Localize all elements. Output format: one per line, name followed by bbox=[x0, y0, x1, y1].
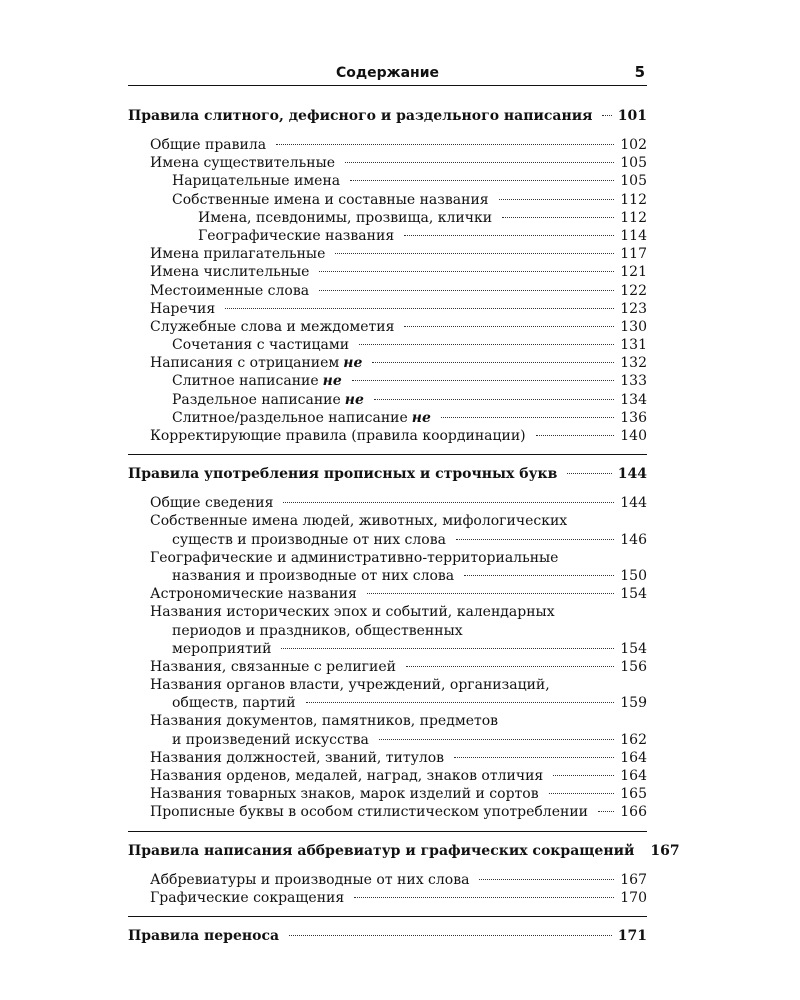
dot-leader bbox=[276, 144, 614, 145]
dot-leader bbox=[289, 935, 612, 936]
entry-title-line: существ и производные от них слова bbox=[172, 531, 446, 548]
entry-title: Слитное/раздельное написание bbox=[172, 409, 408, 426]
entry-title: Местоименные слова bbox=[150, 282, 310, 299]
entry-page: 167 bbox=[620, 871, 647, 888]
dot-leader bbox=[456, 539, 614, 540]
dot-leader bbox=[345, 162, 614, 163]
toc-section bbox=[128, 454, 647, 821]
toc-entry[interactable] bbox=[128, 749, 647, 767]
entry-page: 150 bbox=[620, 567, 647, 584]
entry-title-line: Собственные имена людей, животных, мифологических bbox=[150, 513, 568, 530]
entry-title-line: мероприятий bbox=[172, 640, 272, 657]
entry-page: 134 bbox=[620, 391, 647, 408]
toc-entry[interactable] bbox=[128, 263, 647, 281]
dot-leader bbox=[281, 648, 614, 649]
entry-title: Имена, псевдонимы, прозвища, клички bbox=[198, 209, 493, 226]
entry-page: 159 bbox=[620, 695, 647, 712]
toc-entry[interactable] bbox=[128, 154, 647, 172]
dot-leader bbox=[479, 879, 614, 880]
entry-page: 123 bbox=[620, 300, 647, 317]
dot-leader bbox=[441, 417, 614, 418]
entry-title: Написания с отрицанием bbox=[150, 355, 340, 372]
dot-leader bbox=[602, 115, 611, 116]
section-title: Правила переноса bbox=[128, 927, 280, 944]
dot-leader bbox=[549, 793, 615, 794]
dot-leader bbox=[553, 775, 614, 776]
entry-page: 170 bbox=[620, 889, 647, 906]
toc-entry[interactable] bbox=[128, 245, 647, 263]
section-heading[interactable] bbox=[128, 926, 647, 946]
entry-page: 117 bbox=[620, 246, 647, 263]
entry-title: Названия товарных знаков, марок изделий и сортов bbox=[150, 786, 539, 803]
section-page: 144 bbox=[617, 466, 647, 483]
particle-ne: не bbox=[322, 373, 342, 390]
dot-leader bbox=[502, 217, 614, 218]
toc-entry[interactable] bbox=[128, 136, 647, 154]
section-heading[interactable] bbox=[128, 106, 647, 126]
entry-title: Астрономические названия bbox=[150, 586, 357, 603]
entry-page: 112 bbox=[620, 209, 647, 226]
running-header bbox=[128, 63, 647, 86]
entry-page: 166 bbox=[620, 804, 647, 821]
entry-page: 102 bbox=[620, 137, 647, 153]
entry-title-line: Названия исторических эпох и событий, календарных bbox=[150, 604, 555, 621]
toc-entry[interactable] bbox=[128, 767, 647, 785]
dot-leader bbox=[319, 290, 614, 291]
entry-title: Общие сведения bbox=[150, 495, 274, 512]
particle-ne: не bbox=[411, 409, 431, 426]
dot-leader bbox=[598, 811, 614, 812]
entry-page: 112 bbox=[620, 191, 647, 208]
entry-title: Нарицательные имена bbox=[172, 173, 341, 190]
toc-entry[interactable] bbox=[128, 354, 647, 372]
dot-leader bbox=[404, 326, 614, 327]
dot-leader bbox=[536, 435, 615, 436]
entry-page: 144 bbox=[620, 495, 647, 512]
dot-leader bbox=[335, 253, 614, 254]
entry-page: 146 bbox=[620, 531, 647, 548]
entry-page: 131 bbox=[620, 337, 647, 354]
entry-title-line: и произведений искусства bbox=[172, 731, 369, 748]
entry-title: Раздельное написание bbox=[172, 391, 341, 408]
dot-leader bbox=[454, 757, 614, 758]
entry-title-line: обществ, партий bbox=[172, 695, 296, 712]
entry-page: 154 bbox=[620, 586, 647, 603]
entry-title: Графические сокращения bbox=[150, 889, 345, 906]
toc-entry[interactable] bbox=[128, 191, 647, 209]
section-page: 167 bbox=[650, 842, 680, 859]
entry-title: Слитное написание bbox=[172, 373, 319, 390]
entry-page: 164 bbox=[620, 749, 647, 766]
entry-title: Собственные имена и составные названия bbox=[172, 191, 489, 208]
toc-entry[interactable] bbox=[128, 658, 647, 676]
toc-entry[interactable] bbox=[128, 512, 647, 548]
entry-title: Прописные буквы в особом стилистическом употреблении bbox=[150, 804, 588, 821]
toc-entry[interactable] bbox=[128, 336, 647, 354]
particle-ne: не bbox=[343, 355, 363, 372]
toc-entry[interactable] bbox=[128, 871, 647, 889]
entry-title-line: Названия органов власти, учреждений, организаций, bbox=[150, 677, 550, 694]
entry-page: 130 bbox=[620, 318, 647, 335]
entry-title-line: Названия документов, памятников, предметов bbox=[150, 713, 499, 730]
toc-entry[interactable] bbox=[128, 409, 647, 427]
entry-title: Названия должностей, званий, титулов bbox=[150, 749, 445, 766]
toc-section bbox=[128, 916, 647, 946]
dot-leader bbox=[499, 199, 615, 200]
toc-entry[interactable] bbox=[128, 318, 647, 336]
toc-entry[interactable] bbox=[128, 300, 647, 318]
page-title: Содержание bbox=[335, 65, 440, 81]
entry-page: 162 bbox=[620, 731, 647, 748]
toc-entry[interactable] bbox=[128, 712, 647, 748]
toc-entry[interactable] bbox=[128, 227, 647, 245]
entry-title: Названия, связанные с религией bbox=[150, 658, 396, 675]
dot-leader bbox=[404, 235, 614, 236]
table-of-contents bbox=[128, 106, 680, 956]
dot-leader bbox=[464, 575, 614, 576]
entry-page: 122 bbox=[620, 282, 647, 299]
entry-title: Служебные слова и междометия bbox=[150, 318, 395, 335]
section-title: Правила слитного, дефисного и раздельного написания bbox=[128, 108, 593, 124]
dot-leader bbox=[350, 180, 614, 181]
entry-page: 136 bbox=[620, 409, 647, 426]
dot-leader bbox=[367, 593, 614, 594]
entry-title: Названия орденов, медалей, наград, знаков отличия bbox=[150, 768, 544, 784]
toc-entry[interactable] bbox=[128, 676, 647, 712]
entry-page: 156 bbox=[620, 658, 647, 675]
entry-page: 164 bbox=[620, 768, 647, 784]
dot-leader bbox=[354, 897, 614, 898]
toc-entry[interactable] bbox=[128, 785, 647, 803]
entry-title: Общие правила bbox=[150, 137, 267, 153]
section-heading[interactable] bbox=[128, 464, 647, 484]
toc-entry[interactable] bbox=[128, 803, 647, 821]
toc-section bbox=[128, 831, 680, 907]
toc-entry[interactable] bbox=[128, 603, 647, 658]
dot-leader bbox=[306, 702, 615, 703]
toc-section bbox=[128, 106, 647, 445]
dot-leader bbox=[374, 399, 614, 400]
section-title: Правила написания аббревиатур и графических сокращений bbox=[128, 842, 635, 859]
toc-entry[interactable] bbox=[128, 282, 647, 300]
particle-ne: не bbox=[344, 391, 364, 408]
toc-entry[interactable] bbox=[128, 494, 647, 512]
toc-entry[interactable] bbox=[128, 585, 647, 603]
dot-leader bbox=[359, 344, 614, 345]
dot-leader bbox=[225, 308, 614, 309]
entry-title: Аббревиатуры и производные от них слова bbox=[150, 871, 470, 888]
entry-title-line: Географические и административно-территориальные bbox=[150, 549, 559, 566]
toc-entry[interactable] bbox=[128, 549, 647, 585]
toc-entry[interactable] bbox=[128, 172, 647, 190]
entry-page: 140 bbox=[620, 428, 647, 444]
section-title: Правила употребления прописных и строчных букв bbox=[128, 466, 558, 483]
entry-title-line: названия и производные от них слова bbox=[172, 567, 455, 584]
entry-page: 105 bbox=[620, 155, 647, 172]
entry-page: 114 bbox=[620, 227, 647, 244]
dot-leader bbox=[372, 362, 614, 363]
toc-entry[interactable] bbox=[128, 209, 647, 227]
section-page: 171 bbox=[617, 927, 647, 944]
entry-title: Имена существительные bbox=[150, 155, 335, 172]
toc-entry[interactable] bbox=[128, 427, 647, 445]
dot-leader bbox=[567, 473, 611, 474]
toc-entry[interactable] bbox=[128, 391, 647, 409]
entry-title: Наречия bbox=[150, 300, 216, 317]
entry-title: Корректирующие правила (правила координации) bbox=[150, 428, 526, 444]
entry-page: 105 bbox=[620, 173, 647, 190]
dot-leader bbox=[406, 666, 614, 667]
dot-leader bbox=[379, 739, 614, 740]
entry-title-line: периодов и праздников, общественных bbox=[172, 622, 463, 639]
section-heading[interactable] bbox=[128, 841, 680, 861]
entry-page: 165 bbox=[620, 786, 647, 803]
entry-page: 121 bbox=[620, 264, 647, 281]
dot-leader bbox=[352, 380, 614, 381]
toc-entry[interactable] bbox=[128, 889, 647, 907]
entry-page: 132 bbox=[620, 355, 647, 372]
dot-leader bbox=[283, 502, 614, 503]
entry-title: Имена числительные bbox=[150, 264, 310, 281]
entry-page: 154 bbox=[620, 640, 647, 657]
entry-page: 133 bbox=[620, 373, 647, 390]
toc-entry[interactable] bbox=[128, 372, 647, 390]
entry-title: Географические названия bbox=[198, 227, 395, 244]
section-page: 101 bbox=[617, 108, 647, 124]
page-number: 5 bbox=[634, 63, 645, 81]
entry-title: Сочетания с частицами bbox=[172, 337, 350, 354]
entry-title: Имена прилагательные bbox=[150, 246, 326, 263]
dot-leader bbox=[319, 271, 614, 272]
